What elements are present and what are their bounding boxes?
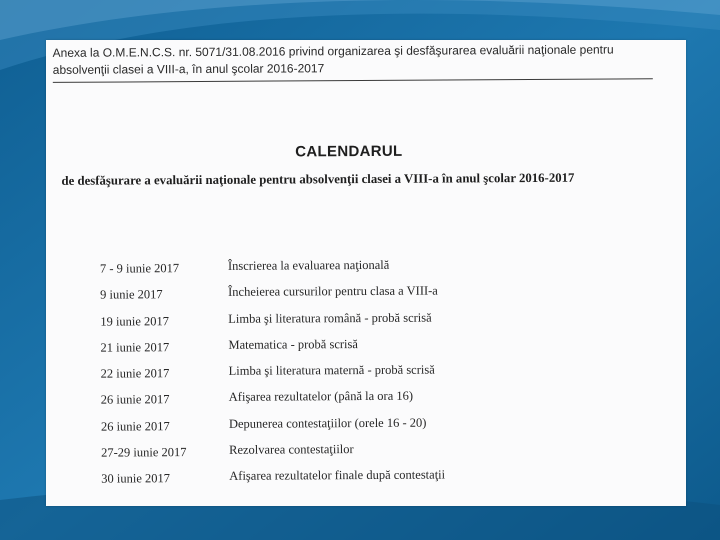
schedule-row (97, 441, 517, 470)
schedule-event: Limba şi literatura română - probă scrisă (228, 310, 432, 326)
schedule-row (96, 336, 516, 365)
schedule-event: Matematica - probă scrisă (228, 336, 358, 352)
schedule-event: Afişarea rezultatelor (până la ora 16) (228, 389, 414, 405)
schedule-row (97, 415, 517, 444)
schedule-date: 9 iunie 2017 (100, 287, 163, 302)
schedule-row (96, 283, 516, 312)
document-header (53, 41, 663, 79)
schedule-row (97, 362, 517, 391)
schedule-table (96, 257, 517, 496)
schedule-event: Încheierea cursurilor pentru clasa a VIII-a (228, 283, 438, 300)
schedule-date: 22 iunie 2017 (100, 366, 170, 381)
schedule-date: 27-29 iunie 2017 (101, 445, 187, 460)
schedule-event: Afişarea rezultatelor finale după contestaţii (229, 467, 446, 484)
schedule-date: 19 iunie 2017 (100, 313, 170, 329)
schedule-date: 30 iunie 2017 (101, 471, 171, 486)
document-subtitle: de desfăşurare a evaluării naţionale pentru absolvenţii clasei a VIII-a în anul şcolar 2016-2017 (61, 170, 575, 188)
schedule-event: Înscrierea la evaluarea naţională (227, 257, 390, 273)
header-divider (53, 78, 653, 83)
schedule-row (96, 257, 516, 286)
header-line-2: absolvenţii clasei a VIII-a, în anul şcolar 2016-2017 (52, 61, 325, 77)
schedule-date: 26 iunie 2017 (100, 418, 170, 434)
schedule-event: Depunerea contestaţiilor (orele 16 - 20) (228, 415, 427, 431)
schedule-date: 21 iunie 2017 (100, 340, 170, 355)
schedule-row (96, 310, 516, 339)
schedule-date: 7 - 9 iunie 2017 (99, 261, 180, 276)
schedule-date: 26 iunie 2017 (100, 392, 170, 408)
schedule-row (97, 389, 517, 418)
document-title: CALENDARUL (295, 142, 403, 161)
schedule-event: Rezolvarea contestaţiilor (229, 442, 354, 457)
schedule-row (97, 467, 517, 496)
schedule-event: Limba şi literatura maternă - probă scrisă (228, 362, 435, 379)
header-line-1: Anexa la O.M.E.N.C.S. nr. 5071/31.08.2016 privind organizarea şi desfăşurarea evaluării naţionale pentru (52, 42, 614, 60)
scanned-document (46, 40, 686, 506)
